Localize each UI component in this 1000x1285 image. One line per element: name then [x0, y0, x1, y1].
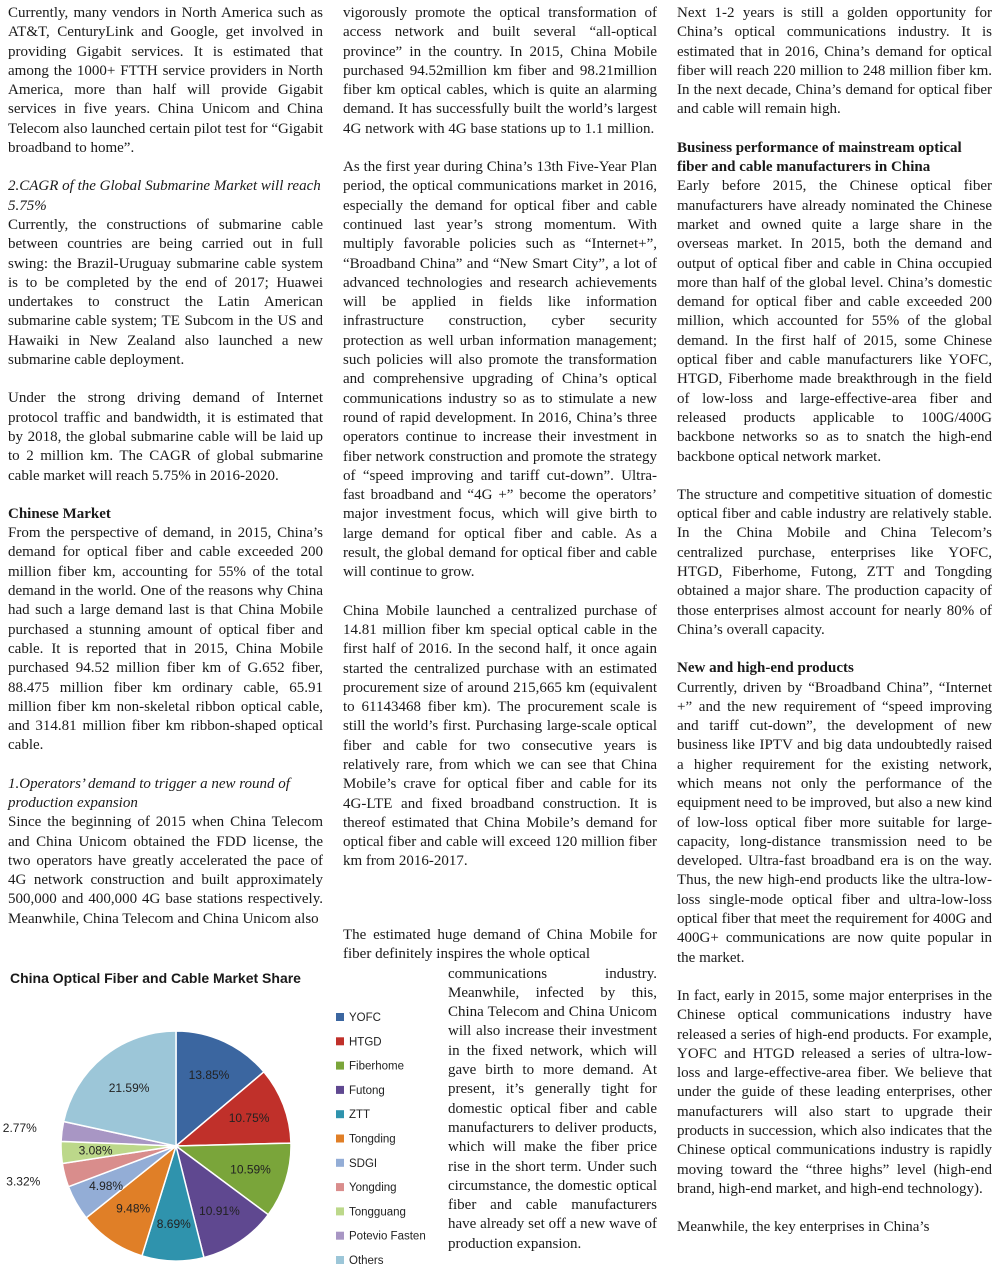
paragraph: From the perspective of demand, in 2015, China’s demand for optical fiber and cable exceeded 200 million fiber km, accounting for 55% of the total demand in the world. One of the reasons why China had such a large demand last is that China Mobile purchased a stunning amount of optical fiber and cable. It is reported that in 2015, China Mobile purchased 94.52 million fiber km of G.652 fiber, 88.475 million fiber km ordinary cable, 65.91 million fiber km non-skeletal ribbon optical cable, and 314.81 million fiber km ribbon-shaped optical cable.	[8, 525, 323, 754]
paragraph: Under the strong driving demand of Internet protocol traffic and bandwidth, it is estimated that by 2018, the global submarine cable will be laid up to 2 million km. The CAGR of global submarine cable market will reach 5.75% in 2016-2020.	[8, 390, 323, 484]
legend-label: Others	[349, 1255, 384, 1267]
legend-label: Fiberhome	[349, 1060, 404, 1073]
pie-data-label: 10.75%	[228, 1111, 270, 1126]
paragraph-continued: communications industry. Meanwhile, infected by this, China Telecom and China Unicom will also increase their investment in the fixed network, which will gave birth to more demand. At present, it’s generally tight for domestic optical fiber and cable manufacturers to deliver products, which will make the fiber price rise in the short term. Under such circumstance, the domestic optical fiber and cable manufacturers have already set off a new wave of production expansion.	[448, 965, 657, 1252]
legend-swatch	[336, 1256, 344, 1264]
subheading-submarine-market: 2.CAGR of the Global Submarine Market will reach 5.75%	[8, 178, 321, 214]
text-column-middle	[343, 4, 657, 891]
pie-data-label: 3.32%	[6, 1174, 41, 1189]
pie-data-label: 4.98%	[89, 1178, 124, 1193]
legend-swatch	[336, 1110, 344, 1118]
paragraph: The structure and competitive situation of domestic optical fiber and cable industry are relatively stable. In the China Mobile and China Telecom’s centralized purchase, enterprises like YOFC, HTGD, Fiberhome, Futong, ZTT and Tongding obtained a major share. The production capacity of those enterprises almost account for nearly 80% of China’s overall capacity.	[677, 486, 992, 638]
pie-data-label: 2.77%	[2, 1121, 37, 1136]
legend-swatch	[336, 1207, 344, 1215]
pie-data-label: 10.91%	[199, 1204, 240, 1219]
legend-swatch	[336, 1013, 344, 1021]
legend-label: Tongguang	[349, 1206, 406, 1219]
legend-swatch	[336, 1159, 344, 1167]
paragraph: Early before 2015, the Chinese optical fiber manufacturers have already nominated the Chinese market and owned quite a large share in the overseas market. In 2015, both the demand and output of optical fiber and cable in China occupied more than half of the global level. China’s domestic demand for optical fiber and cable exceeded 200 million, which accounted for 55% of the global demand. In the first half of 2015, some Chinese optical fiber and cable manufacturers like YOFC, HTGD, Fiberhome made breakthrough in the field of low-loss and large-effective-area fiber and released products applicable to 100G/400G backbone networks so as to snatch the high-end backbone optical network market.	[677, 178, 992, 465]
text-column-right	[677, 4, 992, 1238]
legend-swatch	[336, 1062, 344, 1070]
paragraph: China Mobile launched a centralized purchase of 14.81 million fiber km special optical cable in the first half of 2016. In the second half, it once again started the centralized purchase with an estimated procurement size of around 215,665 km (equivalent to 61143468 fiber km). The procurement scale is still the world’s first. Purchasing large-scale optical fiber and cable for two consecutive years is relatively rare, from which we can see that China Mobile’s crave for optical fiber and cable for its 4G-LTE and fixed broadband construction. It is thereof estimated that China Mobile’s demand for optical fiber and cable will exceed 120 million fiber km from 2016-2017.	[343, 602, 657, 870]
heading-chinese-market: Chinese Market	[8, 505, 111, 522]
legend-label: Potevio Fasten	[349, 1230, 426, 1243]
legend-swatch	[336, 1086, 344, 1094]
legend-label: Yongding	[349, 1182, 397, 1195]
heading-business-performance: Business performance of mainstream optical fiber and cable manufacturers in China	[677, 139, 962, 176]
paragraph: As the first year during China’s 13th Five-Year Plan period, the optical communications market in 2016, especially the demand for optical fiber and cable continued last year’s strong momentum. With multiply favorable policies such as “Internet+”, “Broadband China” and “New Smart City”, a lot of advanced technologies and research achievements will be applied in fields like information infrastructure construction, cyber security protection as well urban information management; such policies will also promote the transformation and comprehensive upgrading of China’s optical communications industry so as to stimulate a new round of rapid development. In 2016, China’s three operators continue to increase their investment in fiber network construction and promote the strategy of “speed improving and tariff cut-down”. Ultra-fast broadband and “4G +” become the operators’ major investment focus, which will give birth to large demand for optical fiber and cable. As a result, the global demand for optical fiber and cable will continue to grow.	[343, 159, 657, 581]
legend-label: YOFC	[349, 1012, 381, 1024]
legend-label: SDGI	[349, 1157, 378, 1170]
paragraph: Next 1-2 years is still a golden opportunity for China’s optical communications industry. It is estimated that in 2016, China’s demand for optical fiber will reach 220 million to 248 million fiber km. In the next decade, China’s demand for optical fiber and cable will remain high.	[677, 5, 992, 118]
legend-swatch	[336, 1183, 344, 1191]
legend-swatch	[336, 1135, 344, 1143]
legend-swatch	[336, 1037, 344, 1045]
pie-data-label: 21.59%	[108, 1080, 150, 1095]
paragraph: Since the beginning of 2015 when China Telecom and China Unicom obtained the FDD license, the two operators have greatly accelerated the pace of 4G network construction and built approximately 500,000 and 400,000 4G base stations respectively. Meanwhile, China Telecom and China Unicom also	[8, 814, 323, 927]
paragraph: vigorously promote the optical transformation of access network and built several “all-optical province” in the country. In 2015, China Mobile purchased 94.52million km fiber and 98.21million fiber km optical cables, which is quite an alarming demand. It has successfully built the world’s largest 4G network with 4G base stations up to 1.1 million.	[343, 5, 657, 137]
pie-chart-svg	[2, 970, 440, 1280]
legend-label: Tongding	[349, 1133, 396, 1146]
pie-data-label: 3.08%	[78, 1143, 113, 1158]
paragraph-lead: The estimated huge demand of China Mobile for fiber definitely inspires the whole optical	[343, 927, 657, 963]
heading-new-products: New and high-end products	[677, 660, 854, 677]
paragraph: In fact, early in 2015, some major enterprises in the Chinese optical communications industry have released a series of high-end products. For example, YOFC and HTGD released a series of ultra-low-loss and large-effective-area fiber. We believe that under the guide of these leading enterprises, other manufacturers will also start to upgrade their products in succession, which also indicates that the Chinese optical communications industry is rapidly moving toward the “three highs” level (high-end brand, high-end market, and high-end technology).	[677, 987, 992, 1197]
text-column-left	[8, 4, 323, 929]
chart-title: China Optical Fiber and Cable Market Share	[10, 970, 301, 986]
pie-data-label: 9.48%	[116, 1201, 151, 1216]
legend-label: Futong	[349, 1084, 385, 1097]
paragraph: Currently, many vendors in North America such as AT&T, CenturyLink and Google, get involved in providing Gigabit services. It is estimated that among the 1000+ FTTH service providers in North America, more than half will provide Gigabit services in five years. China Unicom and China Telecom also launched certain pilot test for “Gigabit broadband to home”.	[8, 5, 323, 157]
paragraph: Currently, driven by “Broadband China”, “Internet +” and the new requirement of “speed improving and tariff cut-down”, the development of new business like IPTV and big data undoubtedly raised a higher requirement for the existing network, which means not only the performance of the equipment need to be improved, but also a new kind of low-loss optical fiber more suitable for large-capacity, long-distance transmission need to be developed. Ultra-fast broadband era is on the way. Thus, the new high-end products like the ultra-low-loss single-mode optical fiber and ultra-low-loss optical fiber that meet the requirement for 400G and 400G+ communications are now quite popular in the market.	[677, 679, 992, 966]
market-share-chart	[2, 970, 440, 1280]
legend-label: HTGD	[349, 1036, 382, 1049]
subheading-operators-demand: 1.Operators’ demand to trigger a new round of production expansion	[8, 775, 290, 811]
legend-swatch	[336, 1232, 344, 1240]
pie-data-label: 8.69%	[156, 1217, 191, 1232]
paragraph: Currently, the constructions of submarine cable between countries are being carried out in full swing: the Brazil-Uruguay submarine cable system is to be completed by the end of 2017; Huawei undertakes to construct the Latin American submarine cable system; TE Subcom in the US and Hawaiki in New Zealand also launched a new submarine cable deployment.	[8, 216, 323, 369]
paragraph: Meanwhile, the key enterprises in China’s	[677, 1219, 930, 1236]
pie-data-label: 13.85%	[188, 1068, 230, 1083]
pie-data-label: 10.59%	[230, 1162, 271, 1177]
legend-label: ZTT	[349, 1109, 371, 1122]
